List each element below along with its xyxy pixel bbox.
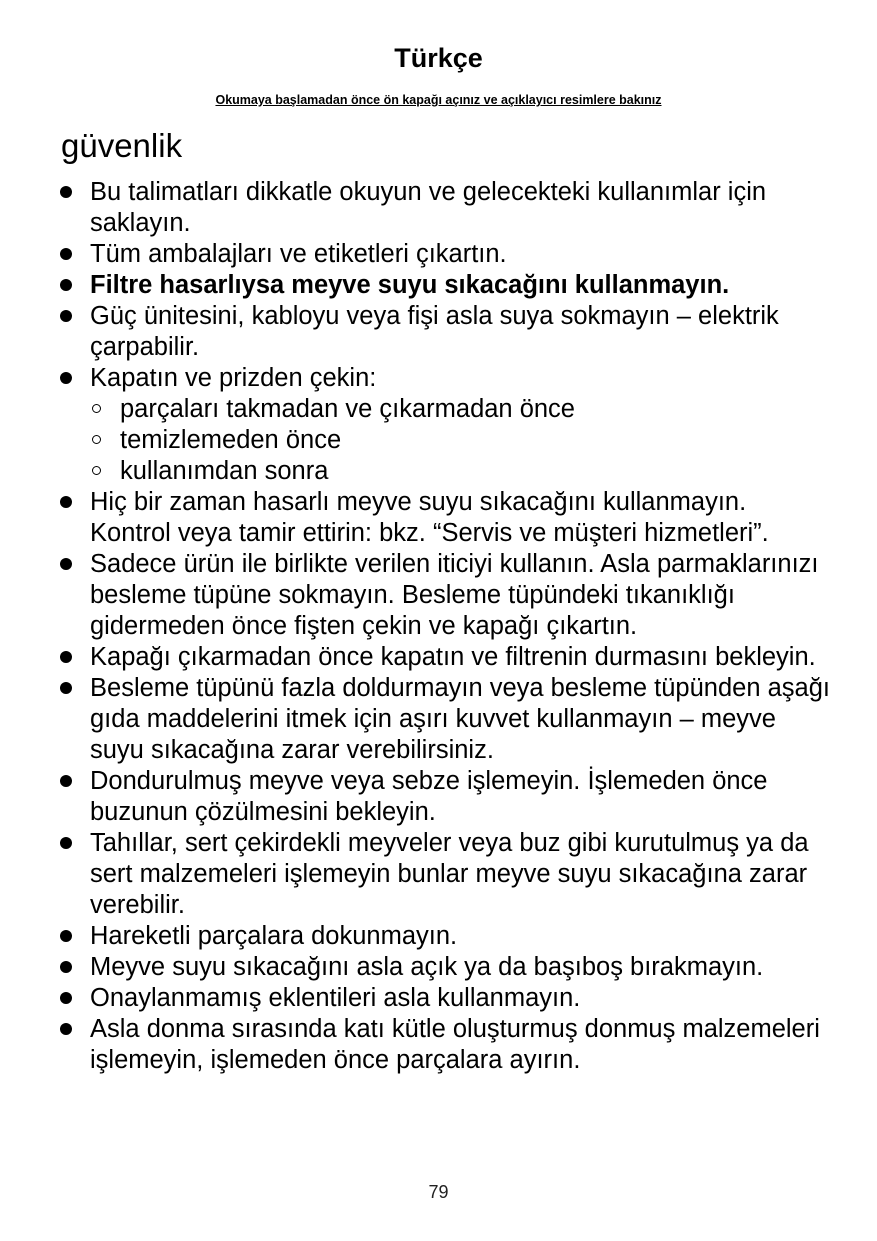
list-item: Hiç bir zaman hasarlı meyve suyu sıkacağını kullanmayın. Kontrol veya tamir ettirin: bkz. “Servis ve müşteri hizmetleri”. [60,487,830,549]
sub-list-item: kullanımdan sonra [90,456,830,487]
circle-bullet-icon [92,435,101,444]
list-item: Hareketli parçalara dokunmayın. [60,921,830,952]
list-item: Asla donma sırasında katı kütle oluşturmuş donmuş malzemeleri işlemeyin, işlemeden önce parçalara ayırın. [60,1014,830,1076]
bullet-icon [60,279,72,291]
list-item: Tüm ambalajları ve etiketleri çıkartın. [60,239,830,270]
bullet-icon [60,775,72,787]
bullet-icon [60,930,72,942]
list-item: Tahıllar, sert çekirdekli meyveler veya buz gibi kurutulmuş ya da sert malzemeleri işlemeyin bunlar meyve suyu sıkacağına zarar verebilir. [60,828,830,921]
list-item: Sadece ürün ile birlikte verilen iticiyi kullanın. Asla parmaklarınızı besleme tüpüne sokmayın. Besleme tüpündeki tıkanıklığı gidermeden önce fişten çekin ve kapağı çıkartın. [60,549,830,642]
page-number: 79 [428,1182,449,1202]
bullet-icon [60,248,72,260]
bullet-icon [60,496,72,508]
list-item: Kapatın ve prizden çekin: parçaları takmadan ve çıkarmadan önce temizlemeden önce kullanımdan sonra [60,363,830,487]
page-title: Türkçe [394,43,483,73]
section-heading: güvenlik [61,127,183,164]
list-item: Bu talimatları dikkatle okuyun ve gelecekteki kullanımlar için saklayın. [60,177,830,239]
sub-list-item: temizlemeden önce [90,425,830,456]
bullet-icon [60,186,72,198]
sub-list-item: parçaları takmadan ve çıkarmadan önce [90,394,830,425]
list-item: Dondurulmuş meyve veya sebze işlemeyin. İşlemeden önce buzunun çözülmesini bekleyin. [60,766,830,828]
list-item: Onaylanmamış eklentileri asla kullanmayın. [60,983,830,1014]
bullet-icon [60,558,72,570]
list-item: Kapağı çıkarmadan önce kapatın ve filtrenin durmasını bekleyin. [60,642,830,673]
safety-list [60,177,830,1076]
page-subtitle: Okumaya başlamadan önce ön kapağı açınız ve açıklayıcı resimlere bakınız [215,93,662,107]
bullet-icon [60,651,72,663]
list-item: Güç ünitesini, kabloyu veya fişi asla suya sokmayın – elektrik çarpabilir. [60,301,830,363]
list-item: Meyve suyu sıkacağını asla açık ya da başıboş bırakmayın. [60,952,830,983]
circle-bullet-icon [92,466,101,475]
bullet-icon [60,837,72,849]
list-item: Filtre hasarlıysa meyve suyu sıkacağını kullanmayın. [60,270,830,301]
bullet-icon [60,992,72,1004]
bullet-icon [60,682,72,694]
bullet-icon [60,372,72,384]
circle-bullet-icon [92,404,101,413]
bullet-icon [60,310,72,322]
bullet-icon [60,961,72,973]
bullet-icon [60,1023,72,1035]
sub-list [90,394,830,487]
list-item: Besleme tüpünü fazla doldurmayın veya besleme tüpünden aşağı gıda maddelerini itmek için aşırı kuvvet kullanmayın – meyve suyu sıkacağına zarar verebilirsiniz. [60,673,830,766]
